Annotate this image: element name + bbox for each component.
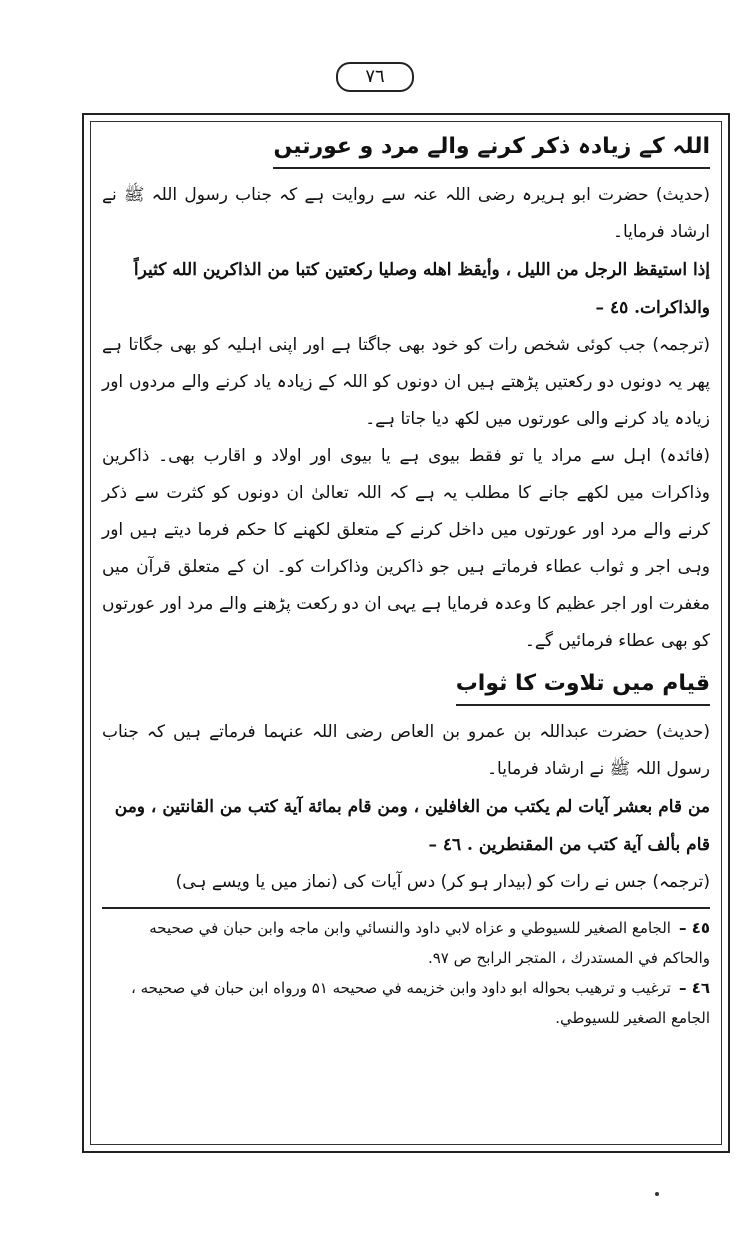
arabic-hadith-2: من قام بعشر آيات لم يكتب من الغافلين ، ومن قام بمائة آية كتب من القانتين ، ومن قام بألف آية كتب من المقنطرين . ٤٦ – <box>114 797 710 855</box>
footnote-45 <box>102 913 710 973</box>
hadith-intro-2: (حدیث) حضرت عبداللہ بن عمرو بن العاص رضی اللہ عنہما فرماتے ہیں کہ جناب رسول اللہ ﷺ نے ارشاد فرمایا۔ <box>102 722 710 779</box>
page-number: ٧٦ <box>336 62 414 92</box>
benefit-paragraph: (فائدہ) اہل سے مراد یا تو فقط بیوی ہے یا بیوی اور اولاد و اقارب بھی۔ ذاکرین وذاکرات میں لکھے جانے کا مطلب یہ ہے کہ اللہ تعالیٰ ان دونوں کو کثرت سے ذکر کرنے والے مرد اور عورتوں میں داخل کرنے کے متعلق لکھنے کا حکم فرما دیتے ہیں اور وہی اجر و ثواب عطاء فرماتے ہیں جو ذاکرین وذاکرات کو۔ ان کے متعلق قرآن میں مغفرت اور اجر عظیم کا وعدہ فرمایا ہے یہی ان دو رکعت پڑھنے والے مرد اور عورتوں کو بھی عطاء فرمائیں گے۔ <box>102 446 710 651</box>
footnote-separator <box>102 907 710 909</box>
translation-2: (ترجمہ) جس نے رات کو (بیدار ہو کر) دس آیات کی (نماز میں یا ویسے ہی) <box>175 872 710 892</box>
footnote-number: ٤٥ – <box>678 919 710 937</box>
translation-1: (ترجمہ) جب کوئی شخص رات کو خود بھی جاگتا ہے اور اپنی اہلیہ کو بھی جگاتا ہے پھر یہ دونوں دو رکعتیں پڑھتے ہیں ان دونوں کو اللہ کے زیادہ یاد کرنے والے مردوں اور زیادہ یاد کرنے والی عورتوں میں لکھ دیا جاتا ہے۔ <box>102 335 710 429</box>
footnote-text: الجامع الصغير للسيوطي و عزاه لابي داود والنسائي وابن ماجه وابن حبان في صحيحه والحاكم في المستدرك ، المتجر الرابح ص ٩٧. <box>149 919 710 967</box>
page-frame <box>82 113 730 1153</box>
footnote-46 <box>102 973 710 1033</box>
footnote-number: ٤٦ – <box>678 979 710 997</box>
hadith-intro-1: (حدیث) حضرت ابو ہریرہ رضی اللہ عنہ سے روایت ہے کہ جناب رسول اللہ ﷺ نے ارشاد فرمایا۔ <box>102 185 710 242</box>
section-heading-dhikr: اللہ کے زیادہ ذکر کرنے والے مرد و عورتیں <box>273 129 710 169</box>
footnote-text: ترغيب و ترهيب بحواله ابو داود وابن خزيمه في صحيحه ۵۱ ورواه ابن حبان في صحيحه ، الجامع الصغير للسيوطي. <box>131 979 710 1027</box>
stray-dot <box>655 1192 659 1196</box>
arabic-hadith-1: إذا استيقظ الرجل من الليل ، وأيقظ اهله وصليا ركعتين كتبا من الذاكرين الله كثيراً والذاكرات. ٤٥ – <box>133 260 710 318</box>
page-content <box>102 129 710 1033</box>
section-heading-recitation: قیام میں تلاوت کا ثواب <box>456 666 710 706</box>
